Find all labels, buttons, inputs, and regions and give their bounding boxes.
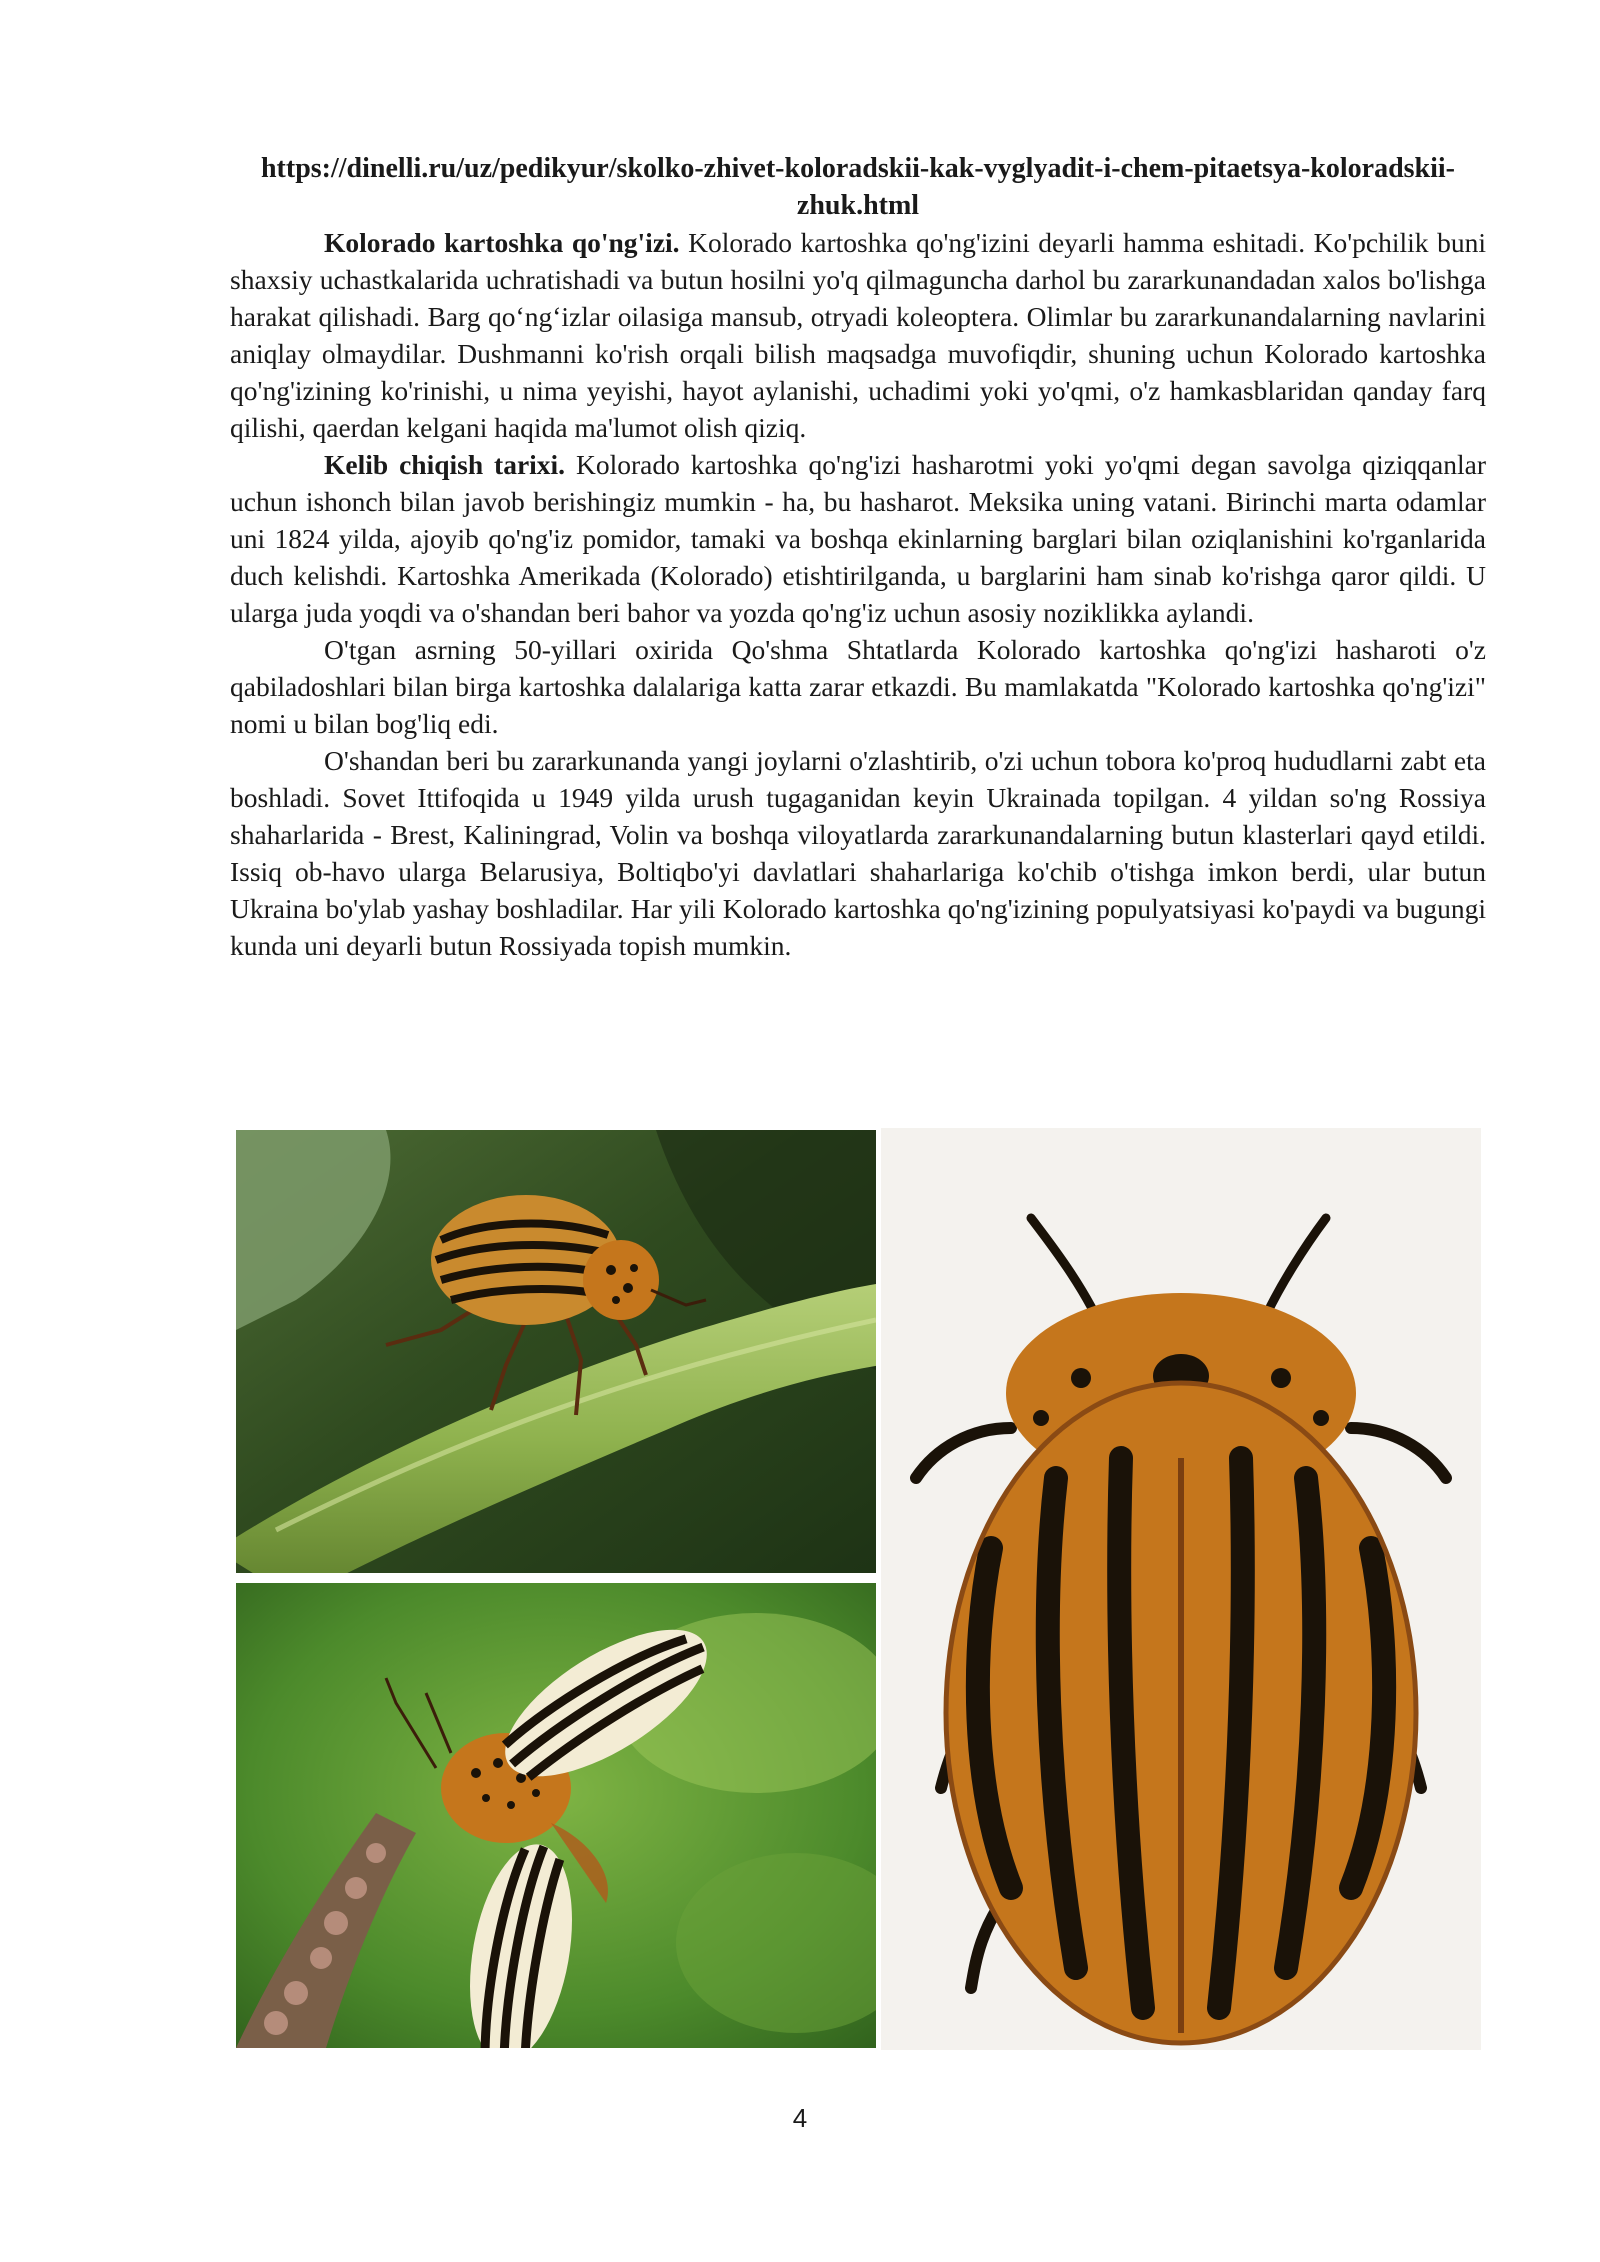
paragraph-lead: Kelib chiqish tarixi. xyxy=(324,449,566,480)
beetle-flying-image xyxy=(236,1583,876,2048)
paragraph-intro xyxy=(230,224,1486,446)
paragraph-usa xyxy=(230,631,1486,742)
beetle-top-view-photo xyxy=(881,1128,1481,2050)
paragraph-spread xyxy=(230,742,1486,964)
paragraph-body: O'tgan asrning 50-yillari oxirida Qo'shma Shtatlarda Kolorado kartoshka qo'ng'izi hasharoti o'z qabiladoshlari bilan birga kartoshka dalalariga katta zarar etkazdi. Bu mamlakatda "Kolorado kartoshka qo'ng'izi" nomi u bilan bog'liq edi. xyxy=(230,634,1486,739)
beetle-flying-photo xyxy=(236,1583,876,2048)
beetle-on-stem-photo xyxy=(236,1130,876,1573)
paragraph-origin xyxy=(230,446,1486,631)
beetle-on-stem-image xyxy=(236,1130,876,1573)
paragraph-body: Kolorado kartoshka qo'ng'izini deyarli hamma eshitadi. Ko'pchilik buni shaxsiy uchastkalarida uchratishadi va butun hosilni yo'q qilmaguncha darhol bu zararkunandadan xalos bo'lishga harakat qilishadi. Barg qo‘ng‘izlar oilasiga mansub, otryadi koleoptera. Olimlar bu zararkunandalarning navlarini aniqlay olmaydilar. Dushmanni ko'rish orqali bilish maqsadga muvofiqdir, shuning uchun Kolorado kartoshka qo'ng'izining ko'rinishi, u nima yeyishi, hayot aylanishi, uchadimi yoki yo'qmi, o'z hamkasblaridan qanday farq qilishi, qaerdan kelgani haqida ma'lumot olish qiziq. xyxy=(230,227,1486,443)
paragraph-body: O'shandan beri bu zararkunanda yangi joylarni o'zlashtirib, o'zi uchun tobora ko'proq hududlarni zabt eta boshladi. Sovet Ittifoqida u 1949 yilda urush tugaganidan keyin Ukrainada topilgan. 4 yildan so'ng Rossiya shaharlarida - Brest, Kaliningrad, Volin va boshqa viloyatlarda zararkunandalarning butun klasterlari qayd etildi. Issiq ob-havo ularga Belarusiya, Boltiqbo'yi davlatlari shaharlariga ko'chib o'tishga imkon berdi, ular butun Ukraina bo'ylab yashay boshladilar. Har yili Kolorado kartoshka qo'ng'izining populyatsiyasi ko'paydi va bugungi kunda uni deyarli butun Rossiyada topish mumkin. xyxy=(230,745,1486,961)
page-text xyxy=(230,150,1486,964)
beetle-top-view-image xyxy=(881,1128,1481,2050)
paragraph-lead: Kolorado kartoshka qo'ng'izi. xyxy=(324,227,680,258)
source-url-heading: https://dinelli.ru/uz/pedikyur/skolko-zhivet-koloradskii-kak-vyglyadit-i-chem-pitaetsya-koloradskii-zhuk.html xyxy=(260,153,1455,221)
page-number: 4 xyxy=(792,2103,808,2133)
paragraph-body: Kolorado kartoshka qo'ng'izi hasharotmi yoki yo'qmi degan savolga qiziqqanlar uchun ishonch bilan javob berishingiz mumkin - ha, bu hasharot. Meksika uning vatani. Birinchi marta odamlar uni 1824 yilda, ajoyib qo'ng'iz pomidor, tamaki va boshqa ekinlarning barglari bilan oziqlanishini ko'rganlarida duch kelishdi. Kartoshka Amerikada (Kolorado) etishtirilganda, u barglarini ham sinab ko'rishga qaror qildi. U ularga juda yoqdi va o'shandan beri bahor va yozda qo'ng'iz uchun asosiy noziklikka aylandi. xyxy=(230,449,1486,628)
